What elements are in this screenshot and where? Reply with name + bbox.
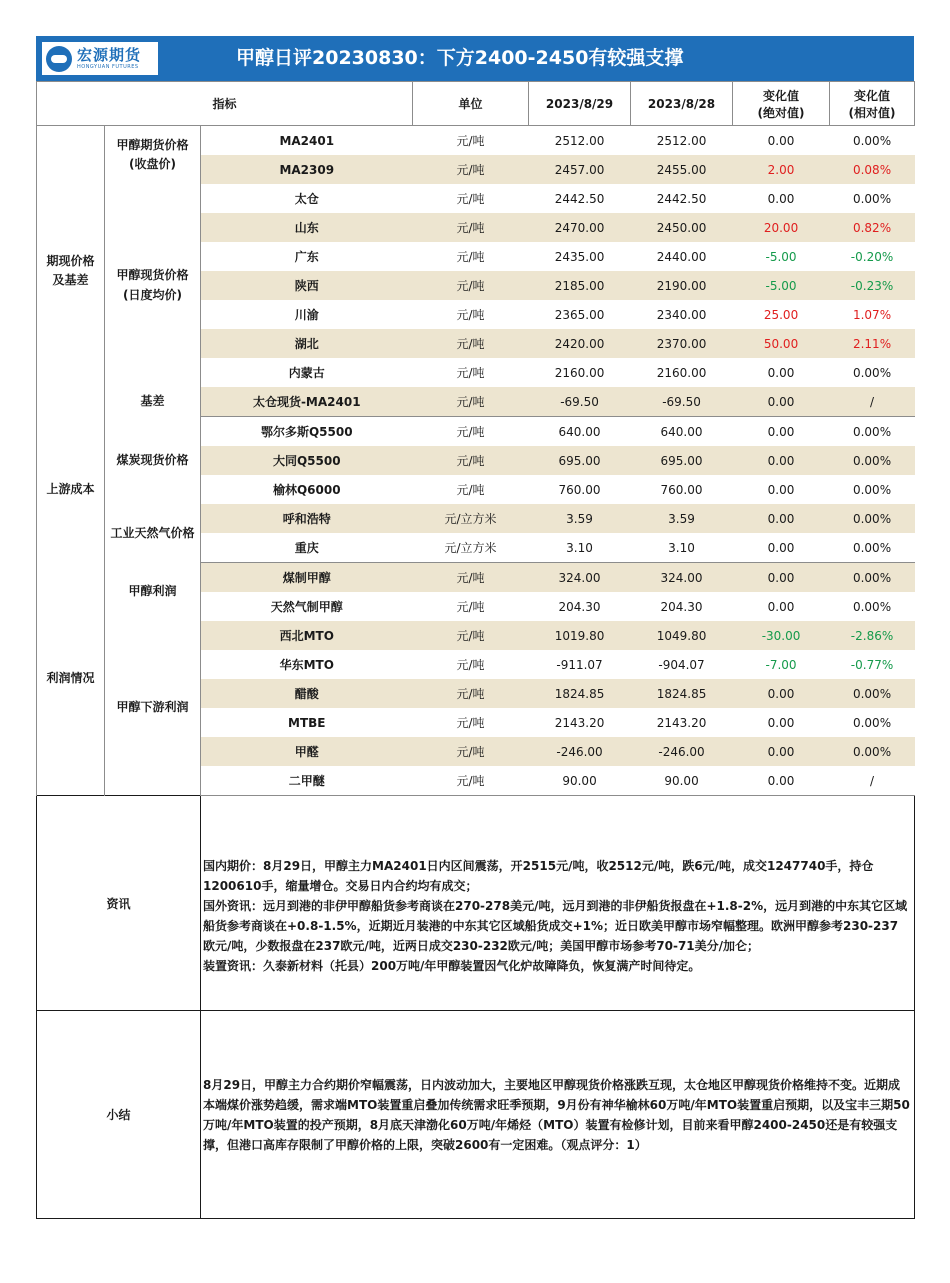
unit-cell: 元/吨 (456, 250, 485, 264)
logo-icon (46, 46, 72, 72)
rel-change-cell: -0.23% (830, 271, 915, 300)
abs-change-cell: 0.00 (733, 679, 830, 708)
group-label-profit: 利润情况 (37, 563, 105, 796)
news-plant: 装置资讯：久泰新材料（托县）200万吨/年甲醇装置因气化炉故障降负，恢复满产时间待定。 (203, 959, 701, 973)
unit-cell: 元/立方米 (413, 533, 529, 563)
indicator-cell: 天然气制甲醇 (201, 592, 413, 621)
indicator-cell: 西北MTO (201, 621, 413, 650)
abs-change-cell: 25.00 (763, 307, 799, 322)
table-row (37, 184, 915, 213)
unit-cell: 元/吨 (413, 737, 529, 766)
col-header-abs-change: 变化值 (绝对值) (733, 82, 830, 126)
unit-cell: 元/吨 (413, 329, 529, 358)
value-date2-cell: 90.00 (631, 766, 733, 796)
indicator-cell: MA2401 (201, 126, 413, 156)
indicator-cell: 鄂尔多斯Q5500 (201, 417, 413, 447)
rel-change-cell: 0.00% (830, 504, 915, 533)
value-date1-cell: 2442.50 (554, 191, 605, 206)
group-label-upstream: 上游成本 (37, 417, 105, 563)
unit-cell: 元/吨 (456, 425, 485, 439)
indicator-cell: 山东 (201, 213, 413, 242)
subgroup-label-coal: 煤炭现货价格 (105, 417, 201, 505)
value-date1-cell: 1824.85 (529, 679, 631, 708)
value-date2-cell: 2440.00 (656, 249, 707, 264)
value-date2-cell: 2442.50 (656, 191, 707, 206)
unit-cell: 元/吨 (413, 766, 529, 796)
unit-cell: 元/吨 (413, 679, 529, 708)
rel-change-cell: 0.00% (852, 133, 892, 148)
rel-change-cell: -0.77% (850, 657, 894, 672)
rel-change-cell: 0.00% (830, 533, 915, 563)
rel-change-cell: / (830, 387, 915, 417)
rel-change-cell: 0.00% (852, 424, 892, 439)
value-date2-cell: 2190.00 (631, 271, 733, 300)
rel-change-cell: 1.07% (852, 307, 892, 322)
indicator-cell: 煤制甲醇 (201, 563, 413, 593)
value-date1-cell: 3.59 (529, 504, 631, 533)
table-row (37, 417, 915, 447)
news-row (37, 796, 915, 1011)
group-label-spot: 期现价格 及基差 (37, 126, 105, 417)
abs-change-cell: 0.00 (733, 446, 830, 475)
abs-change-cell: -5.00 (733, 271, 830, 300)
logo-name-en: HONGYUAN FUTURES (77, 63, 139, 70)
news-overseas: 国外资讯：远月到港的非伊甲醇船货参考商谈在270-278美元/吨，远月到港的非伊船货报盘在+1.8-2%，远月到港的中东其它区域船货参考商谈在+0.8-1.5%，近期近月装港的中东其它区域船货成交+1%；近日欧美甲醇市场窄幅整理。欧洲甲醇参考230-237欧元/吨，少数报盘在237欧元/吨，近两日成交230-232欧元/吨；美国甲醇市场参考70-71美分/加仑； (203, 899, 908, 953)
abs-change-cell: 0.00 (767, 715, 795, 730)
report-title: 甲醇日评20230830：下方2400-2450有较强支撑 (236, 47, 684, 69)
subgroup-label-downstream_profit: 甲醇下游利润 (105, 621, 201, 796)
abs-change-cell: 2.00 (733, 155, 830, 184)
value-date1-cell: 2435.00 (554, 249, 605, 264)
value-date2-cell: 2340.00 (656, 307, 707, 322)
indicator-cell: 太仓 (201, 184, 413, 213)
subgroup-label-basis: 基差 (105, 387, 201, 417)
col-header-indicator: 指标 (37, 82, 413, 126)
abs-change-cell: 0.00 (767, 599, 795, 614)
value-date1-cell: 2365.00 (554, 307, 605, 322)
value-date2-cell: 204.30 (660, 599, 703, 614)
col-header-date1: 2023/8/29 (529, 82, 631, 126)
abs-change-cell: 0.00 (733, 766, 830, 796)
value-date1-cell: -69.50 (529, 387, 631, 417)
abs-change-cell: 0.00 (733, 533, 830, 563)
value-date2-cell: 2370.00 (631, 329, 733, 358)
value-date1-cell: 204.30 (558, 599, 601, 614)
value-date2-cell: 2160.00 (656, 365, 707, 380)
indicator-cell: 呼和浩特 (201, 504, 413, 533)
rel-change-cell: 0.08% (830, 155, 915, 184)
logo-name-cn: 宏源期货 (77, 45, 142, 64)
indicator-cell: 榆林Q6000 (201, 475, 413, 504)
news-body (201, 796, 915, 1011)
rel-change-cell: 2.11% (830, 329, 915, 358)
news-domestic: 国内期价：8月29日，甲醇主力MA2401日内区间震荡，开2515元/吨，收2512元/吨，跌6元/吨，成交1247740手，持仓1200610手，缩量增仓。交易日内合约均有成交； (203, 859, 874, 893)
value-date1-cell: 760.00 (558, 482, 601, 497)
abs-change-cell: 0.00 (767, 133, 795, 148)
subgroup-label-gas: 工业天然气价格 (105, 504, 201, 563)
col-header-unit: 单位 (413, 82, 529, 126)
abs-change-cell: 0.00 (767, 424, 795, 439)
subgroup-label-methanol_profit: 甲醇利润 (105, 563, 201, 622)
value-date1-cell: 640.00 (558, 424, 601, 439)
rel-change-cell: 0.00% (830, 446, 915, 475)
value-date2-cell: 760.00 (660, 482, 703, 497)
value-date2-cell: 324.00 (631, 563, 733, 593)
value-date1-cell: 2457.00 (529, 155, 631, 184)
rel-change-cell: -2.86% (830, 621, 915, 650)
abs-change-cell: 0.00 (733, 563, 830, 593)
indicator-cell: 大同Q5500 (201, 446, 413, 475)
summary-text: 8月29日，甲醇主力合约期价窄幅震荡，日内波动加大，主要地区甲醇现货价格涨跌互现，太仓地区甲醇现货价格维持不变。近期成本端煤价涨势趋缓，需求端MTO装置重启叠加传统需求旺季预期，9月份有神华榆林60万吨/年MTO装置重启预期，以及宝丰三期50万吨/年MTO装置的投产预期，8月底天津渤化60万吨/年烯烃（MTO）装置有检修计划，目前来看甲醇2400-2450还是有较强支撑，但港口高库存限制了甲醇价格的上限，突破2600有一定困难。（观点评分：1） (203, 1077, 910, 1152)
col-header-rel-change: 变化值 (相对值) (830, 82, 915, 126)
value-date2-cell: 2512.00 (656, 133, 707, 148)
rel-change-cell: 0.00% (830, 737, 915, 766)
abs-change-cell: -5.00 (765, 249, 797, 264)
value-date1-cell: 2160.00 (554, 365, 605, 380)
unit-cell: 元/吨 (413, 446, 529, 475)
table-row (37, 387, 915, 417)
unit-cell: 元/吨 (456, 600, 485, 614)
rel-change-cell: 0.00% (852, 599, 892, 614)
value-date1-cell: 3.10 (529, 533, 631, 563)
value-date1-cell: 90.00 (529, 766, 631, 796)
indicator-cell: 陕西 (201, 271, 413, 300)
indicator-cell: 华东MTO (201, 650, 413, 679)
unit-cell: 元/吨 (456, 366, 485, 380)
value-date1-cell: 2512.00 (554, 133, 605, 148)
unit-cell: 元/吨 (413, 213, 529, 242)
abs-change-cell: -7.00 (765, 657, 797, 672)
unit-cell: 元/吨 (456, 658, 485, 672)
value-date1-cell: 324.00 (529, 563, 631, 593)
news-label: 资讯 (37, 796, 201, 1011)
header-row (37, 82, 915, 126)
unit-cell: 元/吨 (456, 308, 485, 322)
value-date2-cell: -69.50 (631, 387, 733, 417)
value-date1-cell: 2185.00 (529, 271, 631, 300)
indicator-cell: 湖北 (201, 329, 413, 358)
unit-cell: 元/吨 (413, 271, 529, 300)
indicator-cell: 广东 (201, 242, 413, 271)
value-date2-cell: 2143.20 (656, 715, 707, 730)
unit-cell: 元/吨 (413, 155, 529, 184)
unit-cell: 元/吨 (456, 134, 485, 148)
abs-change-cell: 0.00 (733, 387, 830, 417)
value-date1-cell: 2470.00 (529, 213, 631, 242)
unit-cell: 元/吨 (456, 483, 485, 497)
rel-change-cell: 0.00% (852, 482, 892, 497)
table-row (37, 563, 915, 593)
value-date2-cell: 1824.85 (631, 679, 733, 708)
unit-cell: 元/吨 (413, 387, 529, 417)
abs-change-cell: 20.00 (733, 213, 830, 242)
table-row (37, 621, 915, 650)
value-date1-cell: -246.00 (529, 737, 631, 766)
indicator-cell: 醋酸 (201, 679, 413, 708)
value-date2-cell: 2450.00 (631, 213, 733, 242)
title-banner (36, 36, 914, 81)
subgroup-label-futures: 甲醇期货价格 (收盘价) (105, 126, 201, 185)
data-table (36, 81, 915, 1219)
value-date2-cell: 2455.00 (631, 155, 733, 184)
value-date2-cell: 695.00 (631, 446, 733, 475)
abs-change-cell: 0.00 (767, 191, 795, 206)
rel-change-cell: 0.82% (830, 213, 915, 242)
value-date1-cell: 695.00 (529, 446, 631, 475)
unit-cell: 元/吨 (456, 192, 485, 206)
unit-cell: 元/吨 (413, 563, 529, 593)
abs-change-cell: 0.00 (767, 482, 795, 497)
value-date1-cell: 2420.00 (529, 329, 631, 358)
abs-change-cell: -30.00 (733, 621, 830, 650)
table-row (37, 126, 915, 156)
indicator-cell: 太仓现货-MA2401 (201, 387, 413, 417)
rel-change-cell: -0.20% (850, 249, 894, 264)
abs-change-cell: 0.00 (767, 365, 795, 380)
unit-cell: 元/吨 (413, 621, 529, 650)
rel-change-cell: 0.00% (830, 679, 915, 708)
indicator-cell: MA2309 (201, 155, 413, 184)
value-date2-cell: 640.00 (660, 424, 703, 439)
value-date2-cell: 3.10 (631, 533, 733, 563)
abs-change-cell: 50.00 (733, 329, 830, 358)
value-date1-cell: 1019.80 (529, 621, 631, 650)
abs-change-cell: 0.00 (733, 504, 830, 533)
value-date1-cell: 2143.20 (554, 715, 605, 730)
value-date2-cell: -246.00 (631, 737, 733, 766)
summary-body (201, 1011, 915, 1219)
value-date2-cell: -904.07 (658, 657, 705, 672)
value-date1-cell: -911.07 (556, 657, 603, 672)
col-header-date2: 2023/8/28 (631, 82, 733, 126)
summary-label: 小结 (37, 1011, 201, 1219)
indicator-cell: 重庆 (201, 533, 413, 563)
unit-cell: 元/吨 (456, 716, 485, 730)
subgroup-label-spot_price: 甲醇现货价格 (日度均价) (105, 184, 201, 387)
rel-change-cell: 0.00% (830, 563, 915, 593)
rel-change-cell: / (830, 766, 915, 796)
value-date2-cell: 1049.80 (631, 621, 733, 650)
indicator-cell: 内蒙古 (201, 358, 413, 387)
rel-change-cell: 0.00% (852, 191, 892, 206)
company-logo (42, 42, 158, 75)
unit-cell: 元/立方米 (413, 504, 529, 533)
summary-row (37, 1011, 915, 1219)
rel-change-cell: 0.00% (852, 715, 892, 730)
table-row (37, 504, 915, 533)
value-date2-cell: 3.59 (631, 504, 733, 533)
indicator-cell: 二甲醚 (201, 766, 413, 796)
indicator-cell: 川渝 (201, 300, 413, 329)
abs-change-cell: 0.00 (733, 737, 830, 766)
indicator-cell: MTBE (201, 708, 413, 737)
indicator-cell: 甲醛 (201, 737, 413, 766)
rel-change-cell: 0.00% (852, 365, 892, 380)
